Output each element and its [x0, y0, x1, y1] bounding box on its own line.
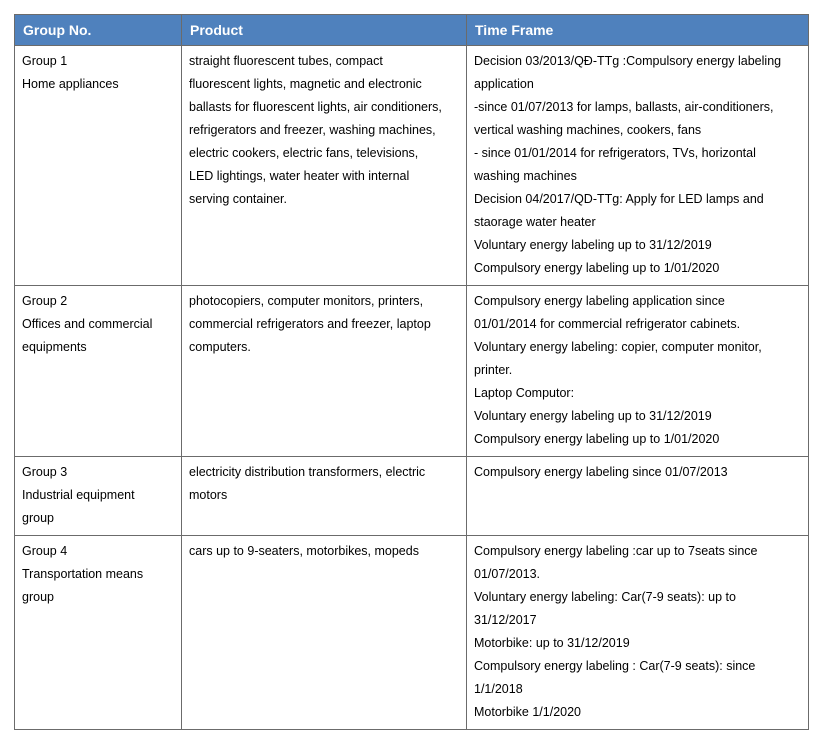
timeframe-line: application — [474, 77, 534, 91]
timeframe-cell — [467, 536, 809, 730]
group-line: Group 1 — [22, 54, 68, 68]
timeframe-line: Compulsory energy labeling : Car(7-9 seats): since — [474, 659, 756, 673]
timeframe-line: staorage water heater — [474, 215, 596, 229]
header-row — [15, 15, 809, 46]
timeframe-line: Laptop Computor: — [474, 386, 575, 400]
product-line: commercial refrigerators and freezer, laptop — [189, 317, 431, 331]
product-line: electricity distribution transformers, electric — [189, 465, 426, 479]
timeframe-line: 1/1/2018 — [474, 682, 523, 696]
group-line: equipments — [22, 340, 87, 354]
timeframe-line: 01/01/2014 for commercial refrigerator cabinets. — [474, 317, 741, 331]
table-row — [15, 536, 809, 730]
group-line: Group 4 — [22, 544, 68, 558]
product-line: refrigerators and freezer, washing machines, — [189, 123, 436, 137]
timeframe-line: Voluntary energy labeling: Car(7-9 seats): up to — [474, 590, 736, 604]
header-time-frame: Time Frame — [467, 15, 809, 46]
timeframe-line: 01/07/2013. — [474, 567, 541, 581]
product-line: fluorescent lights, magnetic and electronic — [189, 77, 422, 91]
group-cell — [15, 457, 182, 536]
product-cell — [182, 286, 467, 457]
timeframe-line: vertical washing machines, cookers, fans — [474, 123, 702, 137]
product-line: cars up to 9-seaters, motorbikes, mopeds — [189, 544, 419, 558]
timeframe-line: -since 01/07/2013 for lamps, ballasts, air-conditioners, — [474, 100, 774, 114]
timeframe-line: washing machines — [474, 169, 577, 183]
product-cell — [182, 46, 467, 286]
timeframe-line: - since 01/01/2014 for refrigerators, TVs, horizontal — [474, 146, 756, 160]
product-line: straight fluorescent tubes, compact — [189, 54, 383, 68]
group-line: Transportation means — [22, 567, 144, 581]
header-product: Product — [182, 15, 467, 46]
product-line: serving container. — [189, 192, 287, 206]
timeframe-line: Motorbike: up to 31/12/2019 — [474, 636, 630, 650]
product-cell — [182, 457, 467, 536]
timeframe-line: Compulsory energy labeling since 01/07/2013 — [474, 465, 728, 479]
timeframe-line: Motorbike 1/1/2020 — [474, 705, 582, 719]
timeframe-line: printer. — [474, 363, 513, 377]
energy-labeling-table — [14, 14, 809, 730]
group-line: group — [22, 590, 54, 604]
group-line: Group 2 — [22, 294, 68, 308]
timeframe-line: Compulsory energy labeling application since — [474, 294, 725, 308]
group-cell — [15, 536, 182, 730]
group-cell — [15, 286, 182, 457]
group-line: Group 3 — [22, 465, 68, 479]
product-line: LED lightings, water heater with internal — [189, 169, 410, 183]
group-cell — [15, 46, 182, 286]
table-row — [15, 457, 809, 536]
timeframe-cell — [467, 286, 809, 457]
timeframe-line: Compulsory energy labeling up to 1/01/2020 — [474, 261, 720, 275]
table-row — [15, 286, 809, 457]
timeframe-line: 31/12/2017 — [474, 613, 537, 627]
product-line: ballasts for fluorescent lights, air conditioners, — [189, 100, 442, 114]
timeframe-line: Compulsory energy labeling up to 1/01/2020 — [474, 432, 720, 446]
table-row — [15, 46, 809, 286]
timeframe-cell — [467, 457, 809, 536]
header-group-no: Group No. — [15, 15, 182, 46]
timeframe-line: Compulsory energy labeling :car up to 7seats since — [474, 544, 758, 558]
timeframe-line: Decision 03/2013/QĐ-TTg :Compulsory energy labeling — [474, 54, 782, 68]
product-line: photocopiers, computer monitors, printers, — [189, 294, 424, 308]
timeframe-line: Voluntary energy labeling up to 31/12/2019 — [474, 238, 712, 252]
timeframe-cell — [467, 46, 809, 286]
group-line: Home appliances — [22, 77, 119, 91]
timeframe-line: Voluntary energy labeling up to 31/12/2019 — [474, 409, 712, 423]
product-line: computers. — [189, 340, 251, 354]
group-line: Offices and commercial — [22, 317, 153, 331]
product-line: motors — [189, 488, 228, 502]
group-line: Industrial equipment — [22, 488, 135, 502]
product-line: electric cookers, electric fans, televisions, — [189, 146, 419, 160]
product-cell — [182, 536, 467, 730]
timeframe-line: Decision 04/2017/QD-TTg: Apply for LED lamps and — [474, 192, 764, 206]
group-line: group — [22, 511, 54, 525]
timeframe-line: Voluntary energy labeling: copier, computer monitor, — [474, 340, 762, 354]
